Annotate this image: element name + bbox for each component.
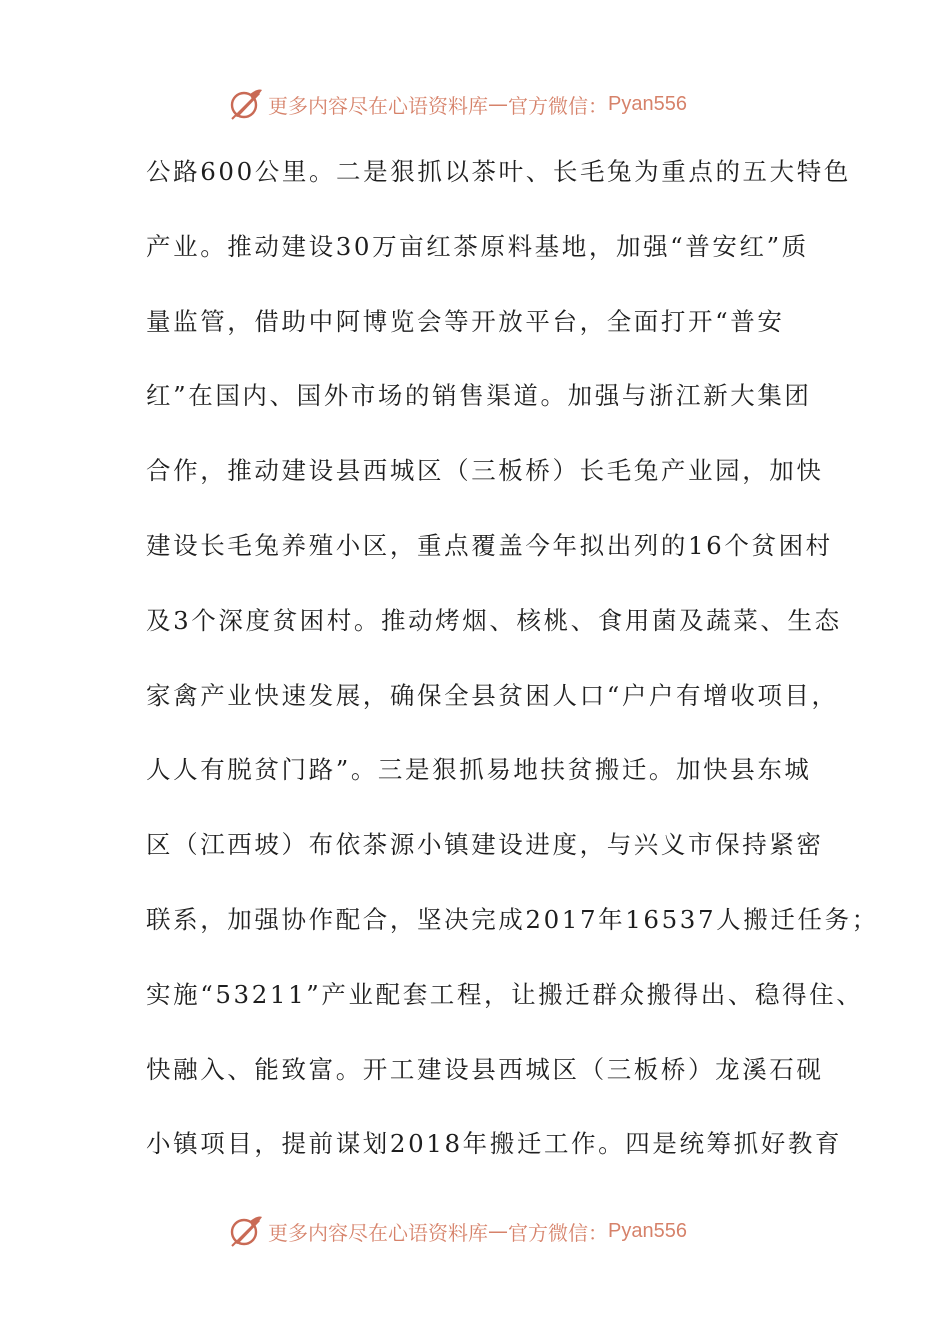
watermark-handle: Pyan556 bbox=[608, 92, 687, 115]
document-body bbox=[146, 148, 879, 1195]
text-line: 建设长毛兔养殖小区，重点覆盖今年拟出列的16个贫困村 bbox=[146, 530, 833, 560]
watermark-site-text: 更多内容尽在心语资料库 bbox=[268, 1220, 488, 1245]
footer-watermark bbox=[228, 1213, 687, 1249]
text-line: 实施“53211”产业配套工程，让搬迁群众搬得出、稳得住、 bbox=[146, 979, 864, 1009]
quill-pen-logo-icon bbox=[228, 1213, 264, 1249]
watermark-separator: — bbox=[488, 92, 508, 116]
watermark-separator: — bbox=[488, 1219, 508, 1243]
watermark-wechat-label: 官方微信： bbox=[508, 93, 608, 118]
text-line: 人人有脱贫门路”。三是狠抓易地扶贫搬迁。加快县东城 bbox=[146, 755, 812, 785]
text-line: 小镇项目，提前谋划2018年搬迁工作。四是统筹抓好教育 bbox=[146, 1129, 843, 1159]
watermark-wechat-label: 官方微信： bbox=[508, 1220, 608, 1245]
text-line: 及3个深度贫困村。推动烤烟、核桃、食用菌及蔬菜、生态 bbox=[146, 605, 842, 635]
text-line: 合作，推动建设县西城区（三板桥）长毛兔产业园，加快 bbox=[146, 456, 824, 486]
text-line: 公路600公里。二是狠抓以茶叶、长毛兔为重点的五大特色 bbox=[146, 157, 851, 186]
text-line: 量监管，借助中阿博览会等开放平台，全面打开“普安 bbox=[146, 306, 785, 336]
quill-pen-logo-icon bbox=[228, 86, 264, 122]
watermark-site-text: 更多内容尽在心语资料库 bbox=[268, 93, 488, 118]
text-line: 产业。推动建设30万亩红茶原料基地，加强“普安红”质 bbox=[146, 231, 809, 261]
watermark-handle: Pyan556 bbox=[608, 1219, 687, 1242]
text-line: 家禽产业快速发展，确保全县贫困人口“户户有增收项目， bbox=[146, 680, 839, 710]
header-watermark bbox=[228, 86, 687, 122]
text-line: 快融入、能致富。开工建设县西城区（三板桥）龙溪石砚 bbox=[146, 1054, 824, 1084]
text-line: 红”在国内、国外市场的销售渠道。加强与浙江新大集团 bbox=[146, 381, 812, 411]
text-line: 联系，加强协作配合，坚决完成2017年16537人搬迁任务； bbox=[146, 904, 879, 934]
text-line: 区（江西坡）布依茶源小镇建设进度，与兴义市保持紧密 bbox=[146, 830, 824, 860]
